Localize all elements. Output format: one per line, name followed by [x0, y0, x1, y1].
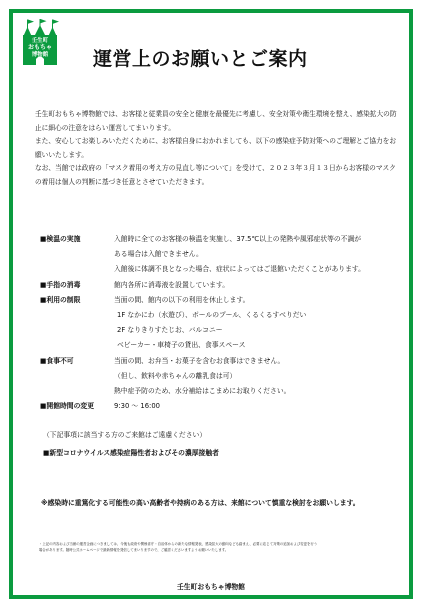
rule-label: ■利用の制限 [40, 295, 81, 304]
logo-text-line2: おもちゃ [27, 44, 52, 51]
page-title: 運営上のお願いとご案内 [93, 48, 308, 70]
logo-text-line3: 博物館 [31, 52, 49, 58]
rule-line: 当面の間、お弁当・お菓子を含むお食事はできません。 [114, 356, 285, 365]
rule-line: 2F なりきりすたじお、バルコニー [117, 326, 223, 335]
notice-sheet [9, 9, 413, 599]
footer-museum-name: 壬生町おもちゃ博物館 [177, 583, 245, 591]
footnote-line: ・上記の内容および当館の運営企画につきましては、今後も政府や関係省庁・自治体からの新たな情報発表、感染拡大の動向なども踏まえ、必要に応じて対策の追加および変更を行う [39, 542, 318, 546]
intro-paragraph: なお、当館では政府の「マスク着用の考え方の見直し等について」を受けて、２０２３年３月１３日からお客様のマスクの着用は個人の判断に基づき任意とさせていただきます。 [35, 164, 396, 186]
rule-line: 熱中症予防のため、水分補給はこまめにお取りください。 [114, 387, 291, 396]
entry-notice-item: ■新型コロナウイルス感染症陽性者およびその濃厚接触者 [43, 449, 219, 457]
rule-label: ■開館時間の変更 [40, 402, 94, 411]
rule-label: ■食事不可 [40, 356, 74, 365]
rule-temperature-check [40, 232, 400, 278]
rule-line: 1F なかにわ（水遊び）、ボールのプール、くるくるすべりだい [117, 311, 307, 320]
intro-paragraph: 壬生町おもちゃ博物館では、お客様と従業員の安全と健康を最優先に考慮し、安全対策や衛生環境を整え、感染拡大の防止に細心の注意をはらい運営してまいります。 [35, 110, 397, 132]
rule-hand-sanitizing [40, 278, 400, 293]
rule-opening-hours [40, 399, 400, 414]
rule-line: 入館後に体調不良となった場合、症状によってはご退館いただくことがあります。 [114, 265, 365, 274]
intro-text [35, 108, 397, 190]
footnotes [39, 542, 395, 553]
rules-list [40, 232, 400, 414]
entry-notice-heading: （下記事項に該当する方のご来館はご遠慮ください） [43, 431, 207, 439]
rule-no-eating [40, 354, 400, 400]
risk-notice: ※感染時に重篤化する可能性の高い高齢者や持病のある方は、来館について慎重な検討をお願いします。 [41, 499, 360, 507]
rule-line: （但し、飲料や赤ちゃんの離乳食は可） [114, 371, 237, 380]
document-code: 2303-2 [392, 596, 403, 599]
rule-usage-restrictions [40, 293, 400, 354]
rule-line: 入館時に全てのお客様の検温を実施し、37.5℃以上の発熱や風邪症状等の不調が [114, 235, 362, 243]
logo-text-line1: 壬生町 [31, 38, 49, 44]
rule-label: ■検温の実施 [40, 235, 81, 243]
footnote-line: 場合があります。随時公式ホームページで最新情報を発信してまいりますので、ご確認くださいますようお願いいたします。 [39, 547, 229, 552]
rule-line: ベビーカー・車椅子の貸出、食事スペース [117, 341, 246, 350]
rule-line: ある場合は入館できません。 [114, 250, 203, 259]
intro-paragraph: また、安心してお楽しみいただくために、お客様自身におかれましても、以下の感染症予防対策へのご理解とご協力をお願いいたします。 [35, 137, 397, 159]
museum-logo [20, 19, 60, 65]
rule-label: ■手指の消毒 [40, 280, 81, 289]
rule-line: 9:30 ～ 16:00 [114, 402, 160, 411]
rule-line: 当面の間、館内の以下の利用を休止します。 [114, 295, 250, 304]
rule-line: 館内各所に消毒液を設置しています。 [114, 280, 230, 289]
